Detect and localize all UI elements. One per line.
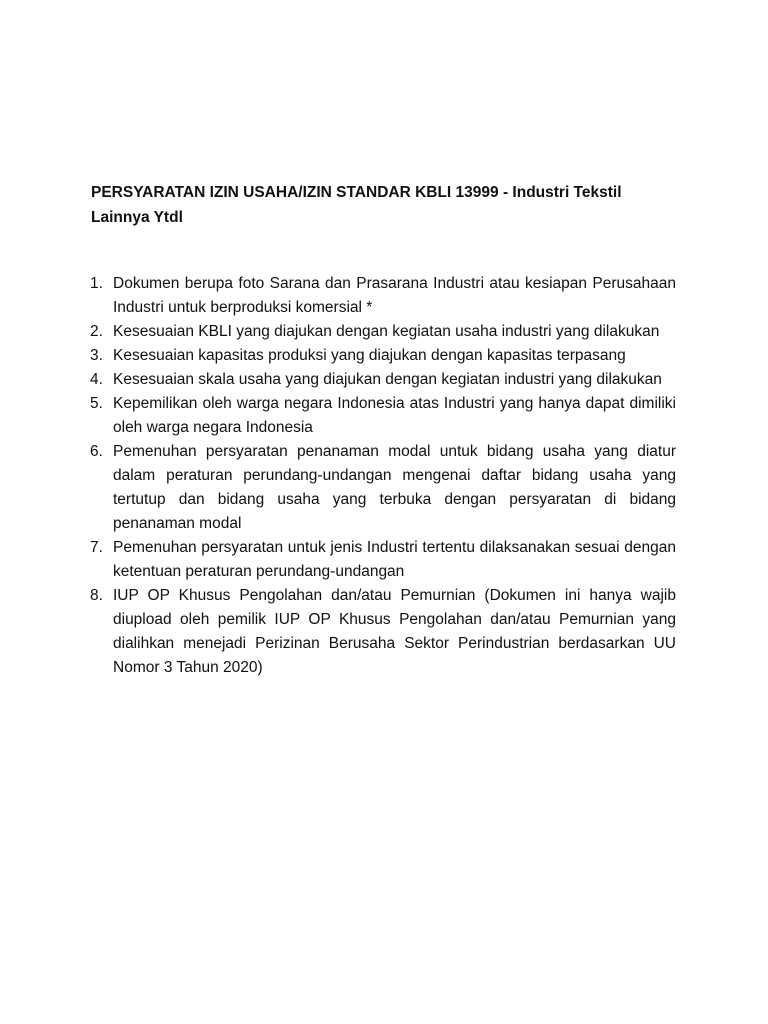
requirement-item: [90, 320, 676, 344]
requirement-item: [90, 392, 676, 440]
requirement-number: 3.: [90, 347, 103, 364]
requirement-text: Kesesuaian KBLI yang diajukan dengan kegiatan usaha industri yang dilakukan: [113, 323, 660, 340]
requirement-text: IUP OP Khusus Pengolahan dan/atau Pemurnian (Dokumen ini hanya wajib diupload oleh pemilik IUP OP Khusus Pengolahan dan/atau Pemurnian yang dialihkan menejadi Perizinan Berusaha Sektor Perindustrian berdasarkan UU Nomor 3 Tahun 2020): [113, 587, 676, 676]
requirement-item: [90, 344, 676, 368]
requirement-text: Kesesuaian kapasitas produksi yang diajukan dengan kapasitas terpasang: [113, 347, 626, 364]
requirement-text: Pemenuhan persyaratan penanaman modal untuk bidang usaha yang diatur dalam peraturan perundang-undangan mengenai daftar bidang usaha yang tertutup dan bidang usaha yang terbuka dengan persyaratan di bidang penanaman modal: [113, 443, 676, 532]
requirement-number: 8.: [90, 587, 103, 604]
requirement-number: 1.: [90, 275, 103, 292]
requirement-number: 6.: [90, 443, 103, 460]
requirement-item: [90, 536, 676, 584]
requirement-number: 5.: [90, 395, 103, 412]
requirement-text: Pemenuhan persyaratan untuk jenis Industri tertentu dilaksanakan sesuai dengan ketentuan peraturan perundang-undangan: [113, 539, 676, 580]
requirement-item: [90, 440, 676, 536]
requirements-list: [90, 272, 676, 680]
requirement-item: [90, 584, 676, 680]
document-title: PERSYARATAN IZIN USAHA/IZIN STANDAR KBLI 13999 - Industri Tekstil Lainnya Ytdl: [91, 184, 622, 226]
requirement-number: 2.: [90, 323, 103, 340]
requirement-number: 7.: [90, 539, 103, 556]
requirement-text: Kesesuaian skala usaha yang diajukan dengan kegiatan industri yang dilakukan: [113, 371, 662, 388]
requirement-item: [90, 272, 676, 320]
requirement-item: [90, 368, 676, 392]
requirement-text: Dokumen berupa foto Sarana dan Prasarana Industri atau kesiapan Perusahaan Industri untuk berproduksi komersial *: [113, 275, 676, 316]
requirement-number: 4.: [90, 371, 103, 388]
requirement-text: Kepemilikan oleh warga negara Indonesia atas Industri yang hanya dapat dimiliki oleh warga negara Indonesia: [113, 395, 676, 436]
